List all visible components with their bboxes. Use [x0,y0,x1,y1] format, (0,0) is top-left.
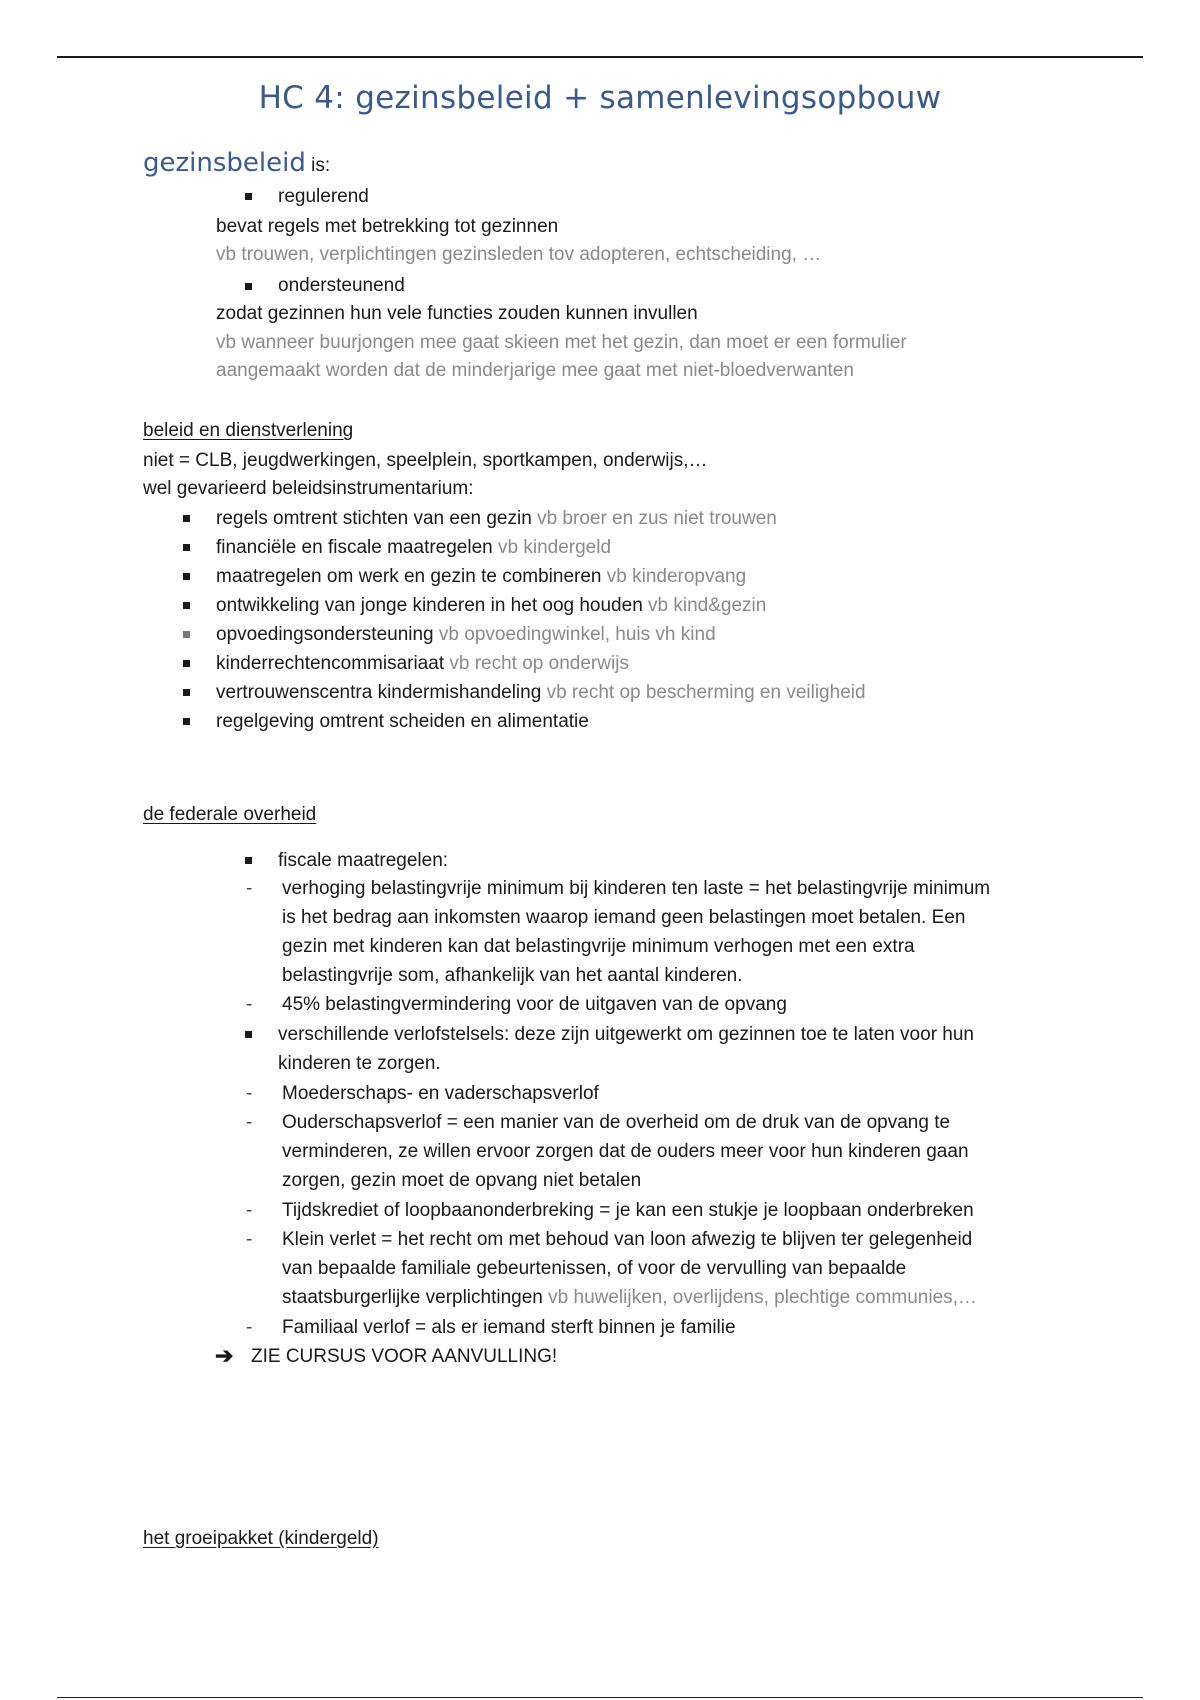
list-item-text: kinderrechtencommisariaat [216,653,445,674]
intro-item1-label: regulerend [278,186,369,207]
bullet-square [245,857,252,864]
verlof-4-line-1: Klein verlet = het recht om met behoud van loon afwezig te blijven ter gelegenheid [282,1229,973,1250]
list-item-example: vb recht op bescherming en veiligheid [546,682,866,703]
list-item [216,507,777,531]
bullet-square [183,544,190,551]
page-title: HC 4: gezinsbeleid + samenlevingsopbouw [258,80,942,116]
fiscaal-1-line-1: verhoging belastingvrije minimum bij kinderen ten laste = het belastingvrije minimum [282,878,991,899]
list-item [216,536,611,560]
intro-heading-line [143,148,331,178]
verlof-2-line-2: verminderen, ze willen ervoor zorgen dat de ouders meer voor hun kinderen gaan [282,1141,969,1162]
verlof-4-example: vb huwelijken, overlijdens, plechtige communies,… [548,1287,977,1308]
verlof-line-2: kinderen te zorgen. [278,1053,441,1074]
fiscaal-2: 45% belastingvermindering voor de uitgaven van de opvang [282,994,787,1015]
bullet-square [183,515,190,522]
list-item [216,594,766,618]
list-item [216,681,866,705]
fiscaal-1-line-3: gezin met kinderen kan dat belastingvrije minimum verhogen met een extra [282,936,915,957]
list-item [216,710,589,734]
zie-cursus: ZIE CURSUS VOOR AANVULLING! [251,1346,558,1367]
list-item-text: vertrouwenscentra kindermishandeling [216,682,542,703]
arrow-right-icon: ➔ [215,1343,234,1368]
list-item-example: vb opvoedingwinkel, huis vh kind [438,624,716,645]
intro-item1-desc: bevat regels met betrekking tot gezinnen [216,216,559,237]
fiscaal-1-line-4: belastingvrije som, afhankelijk van het aantal kinderen. [282,965,743,986]
bullet-square [183,573,190,580]
bullet-square [183,631,190,638]
list-item [216,565,746,589]
dash-bullet: - [246,1112,253,1133]
list-item-text: maatregelen om werk en gezin te combineren [216,566,602,587]
list-item-text: regels omtrent stichten van een gezin [216,508,532,529]
intro-item2-example-2: aangemaakt worden dat de minderjarige mee gaat met niet-bloedverwanten [216,360,854,381]
bullet-square [245,1031,252,1038]
list-item-example: vb kindergeld [498,537,612,558]
bullet-square [245,193,252,200]
list-item-text: financiële en fiscale maatregelen [216,537,493,558]
verlof-4-line-3-text: staatsburgerlijke verplichtingen [282,1287,543,1308]
bullet-square [245,283,252,290]
verlof-2-line-1: Ouderschapsverlof = een manier van de overheid om de druk van de opvang te [282,1112,951,1133]
list-item-text: ontwikkeling van jonge kinderen in het oog houden [216,595,643,616]
bottom-rule [57,1697,1143,1698]
top-rule [57,56,1143,58]
dash-bullet: - [246,1229,253,1250]
list-item [216,623,716,647]
list-item-text: regelgeving omtrent scheiden en alimentatie [216,711,589,732]
dash-bullet: - [246,878,253,899]
fiscaal-label: fiscale maatregelen: [278,850,449,871]
groeipakket-heading: het groeipakket (kindergeld) [143,1528,379,1549]
intro-item2-label: ondersteunend [278,275,405,296]
verlof-5: Familiaal verlof = als er iemand sterft binnen je familie [282,1317,736,1338]
intro-heading: gezinsbeleid [143,148,306,178]
bullet-square [183,689,190,696]
dash-bullet: - [246,1317,253,1338]
bullet-square [183,660,190,667]
verlof-3: Tijdskrediet of loopbaanonderbreking = je kan een stukje je loopbaan onderbreken [282,1200,974,1221]
bullet-square [183,602,190,609]
intro-item2-example-1: vb wanneer buurjongen mee gaat skieen met het gezin, dan moet er een formulier [216,332,907,353]
verlof-4-line-2: van bepaalde familiale gebeurtenissen, of voor de vervulling van bepaalde [282,1258,907,1279]
verlof-1: Moederschaps- en vaderschapsverlof [282,1083,599,1104]
list-item-example: vb kind&gezin [648,595,767,616]
list-item-text: opvoedingsondersteuning [216,624,434,645]
verlof-line-1: verschillende verlofstelsels: deze zijn uitgewerkt om gezinnen toe te laten voor hun [278,1024,974,1045]
beleid-wel: wel gevarieerd beleidsinstrumentarium: [143,478,474,499]
federaal-heading: de federale overheid [143,804,317,825]
verlof-4-line-3 [282,1286,977,1310]
verlof-2-line-3: zorgen, gezin moet de opvang niet betalen [282,1170,642,1191]
dash-bullet: - [246,1083,253,1104]
intro-item2-desc: zodat gezinnen hun vele functies zouden kunnen invullen [216,303,698,324]
list-item-example: vb kinderopvang [606,566,747,587]
list-item [216,652,629,676]
intro-heading-suffix: is: [311,155,331,176]
list-item-example: vb broer en zus niet trouwen [537,508,777,529]
bullet-square [183,718,190,725]
dash-bullet: - [246,1200,253,1221]
intro-item1-example: vb trouwen, verplichtingen gezinsleden tov adopteren, echtscheiding, … [216,244,822,265]
dash-bullet: - [246,994,253,1015]
list-item-example: vb recht op onderwijs [449,653,629,674]
fiscaal-1-line-2: is het bedrag aan inkomsten waarop iemand geen belastingen moet betalen. Een [282,907,966,928]
beleid-heading: beleid en dienstverlening [143,420,354,441]
beleid-niet: niet = CLB, jeugdwerkingen, speelplein, sportkampen, onderwijs,… [143,450,708,471]
